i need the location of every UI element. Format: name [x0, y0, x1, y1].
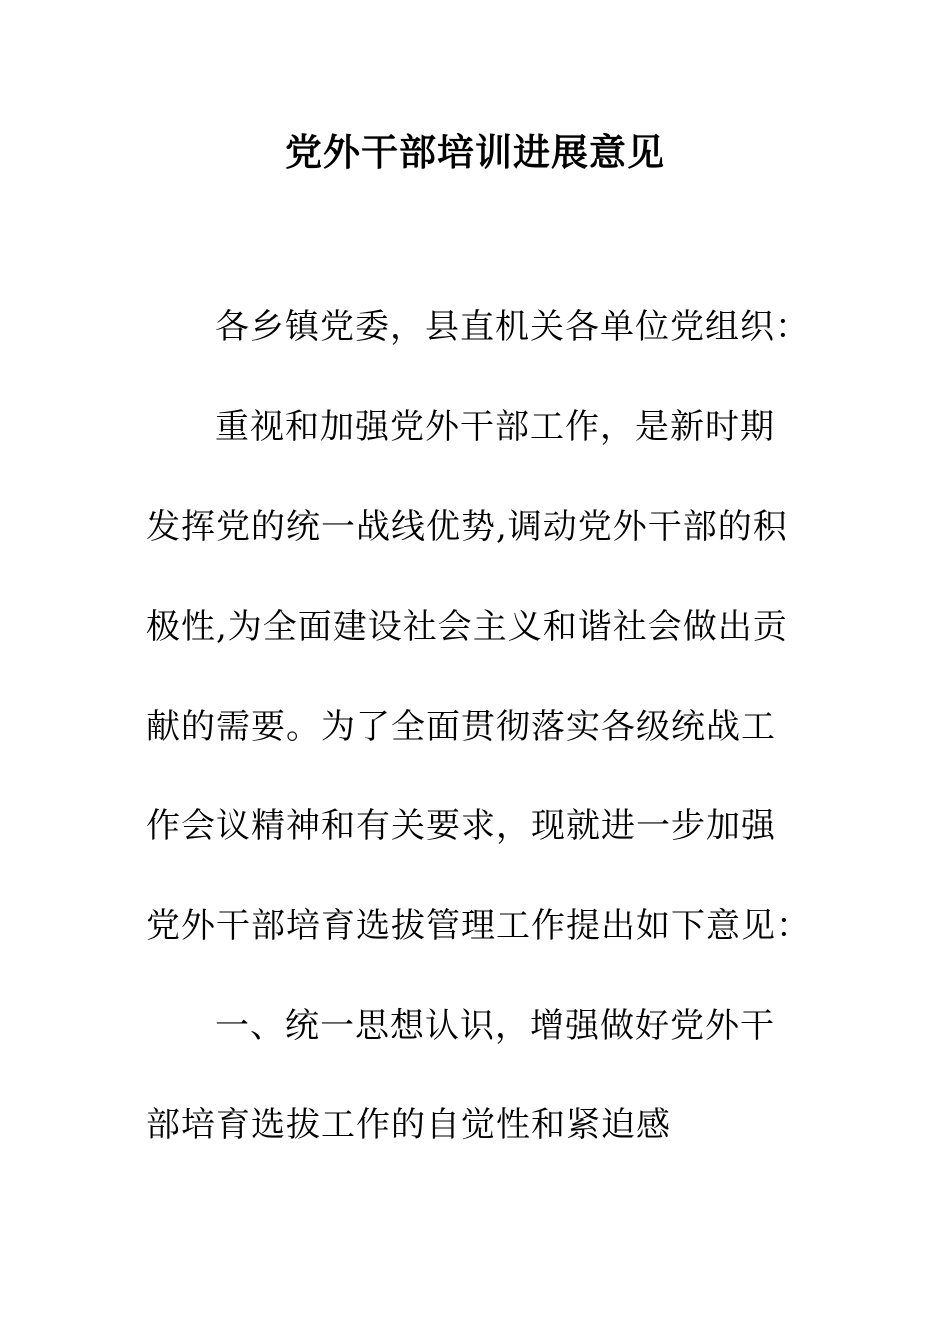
paragraph-line: 发挥党的统一战线优势,调动党外干部的积: [146, 507, 788, 547]
section-heading-line: 一、统一思想认识，增强做好党外干: [215, 1006, 775, 1046]
paragraph-line: 极性,为全面建设社会主义和谐社会做出贡: [146, 607, 788, 647]
paragraph-line: 党外干部培育选拔管理工作提出如下意见：: [146, 906, 811, 946]
document-title: 党外干部培训进展意见: [285, 130, 665, 174]
paragraph-line: 重视和加强党外干部工作，是新时期: [215, 407, 775, 447]
paragraph-line: 献的需要。为了全面贯彻落实各级统战工: [146, 707, 776, 747]
paragraph-line: 作会议精神和有关要求，现就进一步加强: [146, 806, 776, 846]
section-heading-line: 部培育选拔工作的自觉性和紧迫感: [146, 1105, 671, 1145]
salutation-line: 各乡镇党委，县直机关各单位党组织：: [215, 307, 810, 347]
